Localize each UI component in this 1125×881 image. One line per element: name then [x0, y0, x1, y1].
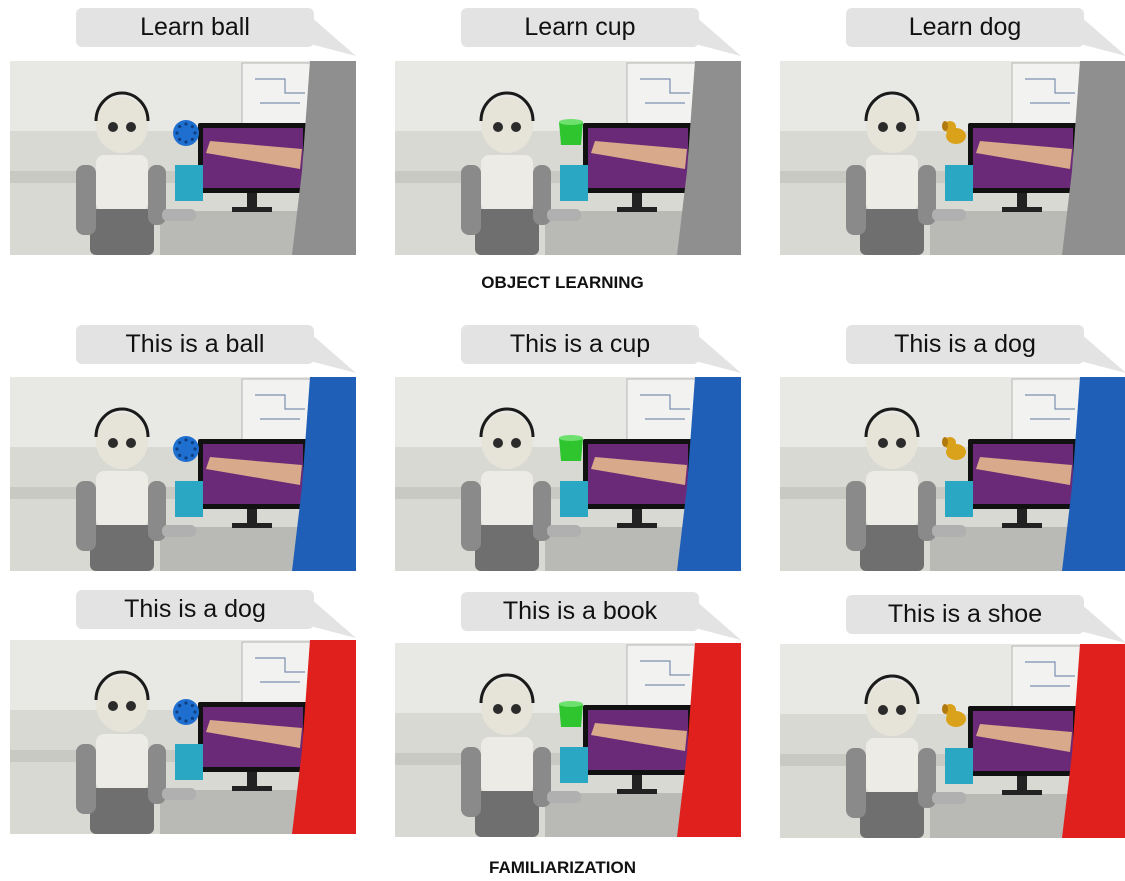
side-screen: [175, 744, 203, 780]
robot-head: [866, 413, 918, 469]
speech-bubble: This is a ball: [76, 325, 314, 364]
side-screen: [945, 748, 973, 784]
robot-head: [481, 413, 533, 469]
robot-head: [481, 679, 533, 735]
robot-photo: [780, 61, 1125, 255]
robot-photo: [10, 61, 356, 255]
speech-bubble-tail: [1080, 333, 1125, 373]
cup-icon: [559, 435, 583, 461]
robot-photo: [10, 377, 356, 571]
speech-bubble-tail: [310, 333, 356, 373]
speech-bubble: This is a cup: [461, 325, 699, 364]
robot-photo: [780, 377, 1125, 571]
robot-head: [866, 97, 918, 153]
speech-bubble: This is a shoe: [846, 595, 1084, 634]
robot-photo: [395, 377, 741, 571]
speech-bubble-tail: [1080, 16, 1125, 56]
robot-photo: [395, 643, 741, 837]
speech-bubble-tail: [695, 333, 741, 373]
speech-bubble: Learn dog: [846, 8, 1084, 47]
robot-head: [96, 413, 148, 469]
robot-photo: [10, 640, 356, 834]
speech-bubble-tail: [1080, 603, 1125, 643]
robot-head: [481, 97, 533, 153]
speech-bubble: This is a book: [461, 592, 699, 631]
speech-bubble: This is a dog: [76, 590, 314, 629]
robot-photo: [395, 61, 741, 255]
section-label-object-learning: OBJECT LEARNING: [481, 273, 644, 292]
side-screen: [945, 481, 973, 517]
cup-icon: [559, 119, 583, 145]
robot-photo: [780, 644, 1125, 838]
side-screen: [945, 165, 973, 201]
robot-head: [866, 680, 918, 736]
speech-bubble-tail: [310, 598, 356, 638]
speech-bubble-tail: [695, 16, 741, 56]
ball-icon: [173, 120, 199, 146]
speech-bubble-tail: [310, 16, 356, 56]
speech-bubble: Learn ball: [76, 8, 314, 47]
ball-icon: [173, 699, 199, 725]
side-screen: [175, 165, 203, 201]
speech-bubble-tail: [695, 600, 741, 640]
side-screen: [175, 481, 203, 517]
speech-bubble: Learn cup: [461, 8, 699, 47]
side-screen: [560, 481, 588, 517]
speech-bubble: This is a dog: [846, 325, 1084, 364]
robot-head: [96, 676, 148, 732]
ball-icon: [173, 436, 199, 462]
side-screen: [560, 747, 588, 783]
robot-head: [96, 97, 148, 153]
side-screen: [560, 165, 588, 201]
section-label-familiarization: FAMILIARIZATION: [489, 858, 636, 877]
cup-icon: [559, 701, 583, 727]
